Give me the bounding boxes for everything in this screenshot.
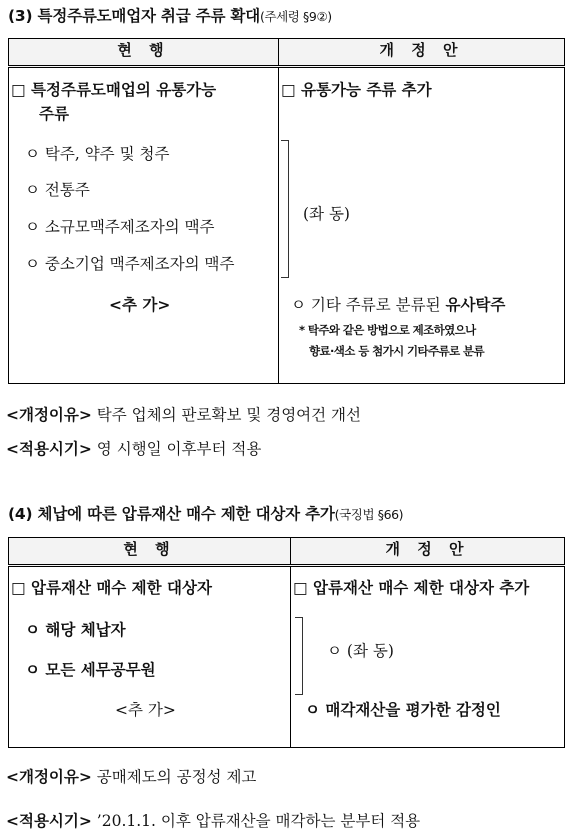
section2-apply: <적용시기> ’20.1.1. 이후 압류재산을 매각하는 분부터 적용 [6,812,421,830]
section1-table [8,38,565,384]
section2-bracket [295,617,303,695]
section1-ref: (주세령 §9②) [259,9,332,24]
section2-current-cell [9,566,291,748]
section1-current-item-1: ㅇ 탁주, 약주 및 청주 [25,145,170,163]
section1-revised-same: (좌 동) [303,205,350,223]
section2-revised-cell [291,566,565,748]
section2-current-item-1: ㅇ 해당 체납자 [25,620,126,639]
section1-current-item-4: ㅇ 중소기업 맥주제조자의 맥주 [25,255,235,273]
section2-reason: <개정이유> 공매제도의 공정성 제고 [6,768,257,786]
section1-revised-new: ㅇ 기타 주류로 분류된 유사탁주 [291,296,506,314]
section1-revised-heading: □ 유통가능 주류 추가 [281,80,432,99]
section1-title: (3) 특정주류도매업자 취급 주류 확대(주세령 §9②) [8,7,332,25]
section1-apply: <적용시기> 영 시행일 이후부터 적용 [6,440,262,458]
section1-current-cell [9,67,279,384]
section2-header-revised: 개 정 안 [291,538,565,566]
section2-revised-same: ㅇ (좌 동) [327,642,394,660]
section2-header-current: 현 행 [9,538,291,566]
section1-current-item-3: ㅇ 소규모맥주제조자의 맥주 [25,218,215,236]
section2-revised-new: ㅇ 매각재산을 평가한 감정인 [305,700,501,719]
section2-current-add: <추 가> [115,701,176,719]
section1-revised-cell [279,67,565,384]
section1-note-line2: 향료·색소 등 첨가시 기타주류로 분류 [309,344,485,358]
section1-header-current: 현 행 [9,39,279,67]
section1-current-heading-line2: 주류 [39,104,69,123]
section2-title: (4) 체납에 따른 압류재산 매수 제한 대상자 추가(국징법 §66) [8,505,404,523]
section1-note-line1: * 탁주와 같은 방법으로 제조하였으나 [299,323,476,337]
section2-current-heading: □ 압류재산 매수 제한 대상자 [11,578,212,597]
section1-bracket [281,140,289,278]
section2-revised-heading: □ 압류재산 매수 제한 대상자 추가 [293,578,530,597]
section1-current-heading-line1: □ 특정주류도매업의 유통가능 [11,80,217,99]
section2-ref: (국징법 §66) [334,507,404,522]
section1-current-item-2: ㅇ 전통주 [25,181,90,199]
section2-table [8,537,565,748]
section1-current-add: <추 가> [109,296,171,314]
section2-current-item-2: ㅇ 모든 세무공무원 [25,660,156,679]
section1-reason: <개정이유> 탁주 업체의 판로확보 및 경영여건 개선 [6,406,362,424]
section1-header-revised: 개 정 안 [279,39,565,67]
section1-revised-new-bold: 유사탁주 [445,296,506,314]
